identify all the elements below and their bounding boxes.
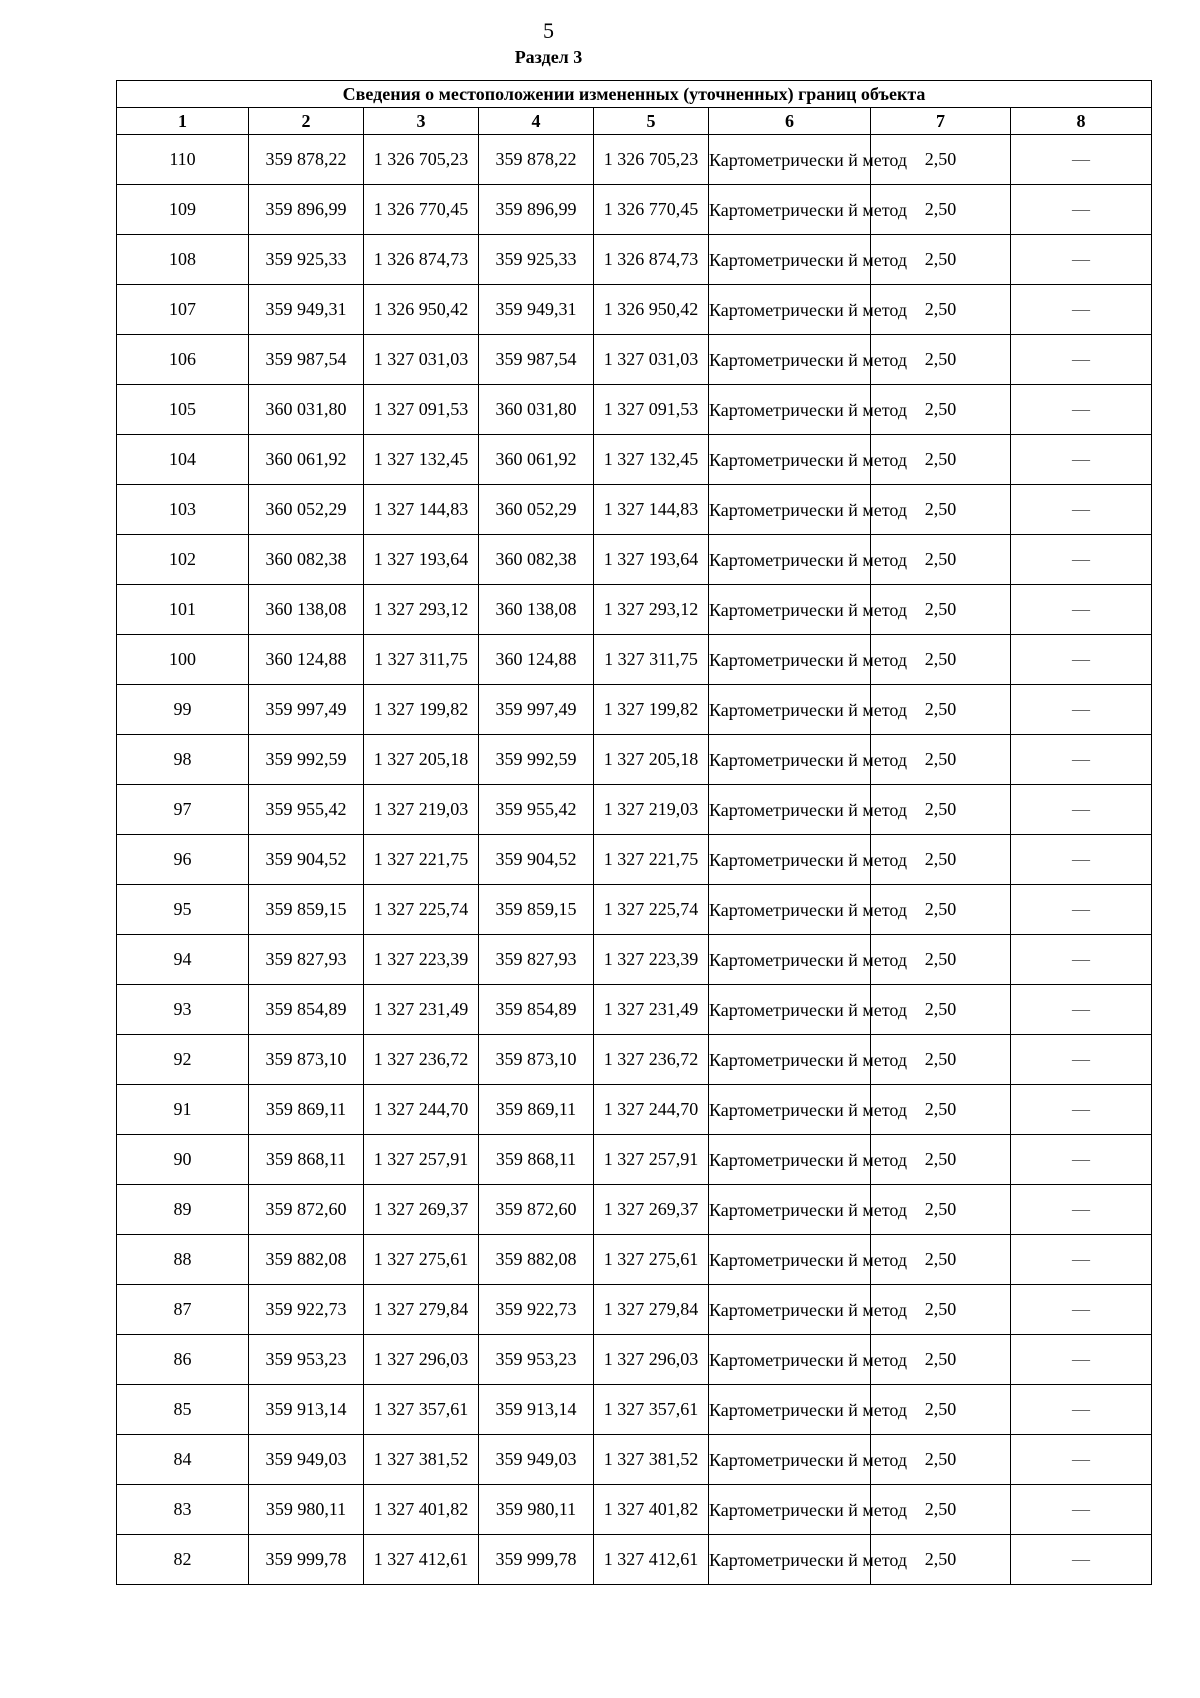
method-cell: Картометрически й метод [709, 1185, 871, 1235]
point-number-cell: 107 [117, 285, 249, 335]
table-row [117, 1535, 1152, 1585]
accuracy-cell: 2,50 [871, 335, 1011, 385]
accuracy-cell: 2,50 [871, 1485, 1011, 1535]
point-number-cell: 108 [117, 235, 249, 285]
x-existing-cell: 360 052,29 [249, 485, 364, 535]
x-new-cell: 360 052,29 [479, 485, 594, 535]
description-cell: — [1011, 1135, 1152, 1185]
table-row [117, 1385, 1152, 1435]
description-cell: — [1011, 985, 1152, 1035]
point-number-cell: 83 [117, 1485, 249, 1535]
x-existing-cell: 359 904,52 [249, 835, 364, 885]
y-existing-cell: 1 327 236,72 [364, 1035, 479, 1085]
y-existing-cell: 1 327 031,03 [364, 335, 479, 385]
table-row [117, 635, 1152, 685]
y-new-cell: 1 327 193,64 [594, 535, 709, 585]
table-row [117, 185, 1152, 235]
table-row [117, 1185, 1152, 1235]
x-new-cell: 359 955,42 [479, 785, 594, 835]
x-new-cell: 359 827,93 [479, 935, 594, 985]
point-number-cell: 105 [117, 385, 249, 435]
x-existing-cell: 359 955,42 [249, 785, 364, 835]
accuracy-cell: 2,50 [871, 535, 1011, 585]
x-existing-cell: 359 882,08 [249, 1235, 364, 1285]
column-header-5: 5 [594, 108, 709, 135]
method-cell: Картометрически й метод [709, 685, 871, 735]
x-existing-cell: 359 980,11 [249, 1485, 364, 1535]
y-existing-cell: 1 327 275,61 [364, 1235, 479, 1285]
column-header-8: 8 [1011, 108, 1152, 135]
x-new-cell: 359 922,73 [479, 1285, 594, 1335]
point-number-cell: 88 [117, 1235, 249, 1285]
table-row [117, 535, 1152, 585]
x-new-cell: 359 925,33 [479, 235, 594, 285]
method-cell: Картометрически й метод [709, 835, 871, 885]
accuracy-cell: 2,50 [871, 635, 1011, 685]
point-number-cell: 99 [117, 685, 249, 735]
description-cell: — [1011, 285, 1152, 335]
table-row [117, 785, 1152, 835]
method-cell: Картометрически й метод [709, 435, 871, 485]
description-cell: — [1011, 935, 1152, 985]
column-header-2: 2 [249, 108, 364, 135]
y-existing-cell: 1 327 221,75 [364, 835, 479, 885]
table-row [117, 935, 1152, 985]
accuracy-cell: 2,50 [871, 785, 1011, 835]
y-existing-cell: 1 327 269,37 [364, 1185, 479, 1235]
x-existing-cell: 359 872,60 [249, 1185, 364, 1235]
y-new-cell: 1 327 257,91 [594, 1135, 709, 1185]
table-row [117, 385, 1152, 435]
y-new-cell: 1 327 412,61 [594, 1535, 709, 1585]
accuracy-cell: 2,50 [871, 735, 1011, 785]
x-existing-cell: 359 953,23 [249, 1335, 364, 1385]
y-existing-cell: 1 327 311,75 [364, 635, 479, 685]
y-new-cell: 1 327 296,03 [594, 1335, 709, 1385]
y-existing-cell: 1 326 705,23 [364, 135, 479, 185]
method-cell: Картометрически й метод [709, 1435, 871, 1485]
x-new-cell: 359 953,23 [479, 1335, 594, 1385]
x-new-cell: 359 859,15 [479, 885, 594, 935]
y-new-cell: 1 327 132,45 [594, 435, 709, 485]
description-cell: — [1011, 385, 1152, 435]
method-cell: Картометрически й метод [709, 135, 871, 185]
x-existing-cell: 359 999,78 [249, 1535, 364, 1585]
x-existing-cell: 359 992,59 [249, 735, 364, 785]
point-number-cell: 97 [117, 785, 249, 835]
description-cell: — [1011, 435, 1152, 485]
accuracy-cell: 2,50 [871, 1035, 1011, 1085]
accuracy-cell: 2,50 [871, 835, 1011, 885]
x-new-cell: 359 896,99 [479, 185, 594, 235]
boundary-coordinates-table [116, 80, 1152, 1585]
description-cell: — [1011, 1435, 1152, 1485]
y-existing-cell: 1 327 412,61 [364, 1535, 479, 1585]
y-existing-cell: 1 327 091,53 [364, 385, 479, 435]
description-cell: — [1011, 1035, 1152, 1085]
description-cell: — [1011, 335, 1152, 385]
description-cell: — [1011, 1085, 1152, 1135]
x-existing-cell: 359 925,33 [249, 235, 364, 285]
accuracy-cell: 2,50 [871, 585, 1011, 635]
point-number-cell: 86 [117, 1335, 249, 1385]
accuracy-cell: 2,50 [871, 1385, 1011, 1435]
point-number-cell: 101 [117, 585, 249, 635]
point-number-cell: 106 [117, 335, 249, 385]
x-new-cell: 359 992,59 [479, 735, 594, 785]
method-cell: Картометрически й метод [709, 185, 871, 235]
description-cell: — [1011, 1485, 1152, 1535]
y-existing-cell: 1 327 205,18 [364, 735, 479, 785]
table-row [117, 1285, 1152, 1335]
table-row [117, 585, 1152, 635]
y-existing-cell: 1 327 144,83 [364, 485, 479, 535]
x-existing-cell: 359 873,10 [249, 1035, 364, 1085]
table-row [117, 435, 1152, 485]
y-new-cell: 1 327 311,75 [594, 635, 709, 685]
x-new-cell: 359 913,14 [479, 1385, 594, 1435]
y-new-cell: 1 327 401,82 [594, 1485, 709, 1535]
method-cell: Картометрически й метод [709, 785, 871, 835]
description-cell: — [1011, 785, 1152, 835]
point-number-cell: 103 [117, 485, 249, 535]
y-existing-cell: 1 327 357,61 [364, 1385, 479, 1435]
x-existing-cell: 360 138,08 [249, 585, 364, 635]
x-new-cell: 359 904,52 [479, 835, 594, 885]
point-number-cell: 90 [117, 1135, 249, 1185]
point-number-cell: 95 [117, 885, 249, 935]
y-existing-cell: 1 327 223,39 [364, 935, 479, 985]
point-number-cell: 100 [117, 635, 249, 685]
x-new-cell: 359 997,49 [479, 685, 594, 735]
method-cell: Картометрически й метод [709, 1235, 871, 1285]
table-row [117, 985, 1152, 1035]
column-header-4: 4 [479, 108, 594, 135]
table-row [117, 685, 1152, 735]
accuracy-cell: 2,50 [871, 935, 1011, 985]
x-existing-cell: 360 082,38 [249, 535, 364, 585]
y-existing-cell: 1 327 199,82 [364, 685, 479, 735]
x-new-cell: 359 873,10 [479, 1035, 594, 1085]
method-cell: Картометрически й метод [709, 885, 871, 935]
method-cell: Картометрически й метод [709, 485, 871, 535]
y-new-cell: 1 327 031,03 [594, 335, 709, 385]
x-new-cell: 360 082,38 [479, 535, 594, 585]
description-cell: — [1011, 1535, 1152, 1585]
method-cell: Картометрически й метод [709, 235, 871, 285]
description-cell: — [1011, 585, 1152, 635]
table-row [117, 835, 1152, 885]
y-existing-cell: 1 327 296,03 [364, 1335, 479, 1385]
description-cell: — [1011, 1235, 1152, 1285]
point-number-cell: 94 [117, 935, 249, 985]
accuracy-cell: 2,50 [871, 485, 1011, 535]
description-cell: — [1011, 485, 1152, 535]
column-header-1: 1 [117, 108, 249, 135]
table-row [117, 1135, 1152, 1185]
method-cell: Картометрически й метод [709, 1535, 871, 1585]
table-row [117, 885, 1152, 935]
y-new-cell: 1 327 221,75 [594, 835, 709, 885]
accuracy-cell: 2,50 [871, 185, 1011, 235]
y-new-cell: 1 327 231,49 [594, 985, 709, 1035]
x-new-cell: 359 999,78 [479, 1535, 594, 1585]
x-existing-cell: 359 913,14 [249, 1385, 364, 1435]
table-row [117, 335, 1152, 385]
x-existing-cell: 359 949,31 [249, 285, 364, 335]
y-existing-cell: 1 327 279,84 [364, 1285, 479, 1335]
page-number: 5 [543, 18, 554, 43]
y-existing-cell: 1 327 132,45 [364, 435, 479, 485]
y-new-cell: 1 327 223,39 [594, 935, 709, 985]
point-number-cell: 98 [117, 735, 249, 785]
method-cell: Картометрически й метод [709, 1135, 871, 1185]
x-new-cell: 360 061,92 [479, 435, 594, 485]
x-new-cell: 359 868,11 [479, 1135, 594, 1185]
x-new-cell: 359 949,03 [479, 1435, 594, 1485]
x-new-cell: 359 872,60 [479, 1185, 594, 1235]
point-number-cell: 84 [117, 1435, 249, 1485]
x-existing-cell: 359 922,73 [249, 1285, 364, 1335]
x-new-cell: 360 124,88 [479, 635, 594, 685]
accuracy-cell: 2,50 [871, 235, 1011, 285]
accuracy-cell: 2,50 [871, 885, 1011, 935]
y-existing-cell: 1 326 770,45 [364, 185, 479, 235]
method-cell: Картометрически й метод [709, 985, 871, 1035]
accuracy-cell: 2,50 [871, 135, 1011, 185]
x-existing-cell: 360 124,88 [249, 635, 364, 685]
y-new-cell: 1 326 950,42 [594, 285, 709, 335]
y-existing-cell: 1 326 874,73 [364, 235, 479, 285]
point-number-cell: 93 [117, 985, 249, 1035]
description-cell: — [1011, 135, 1152, 185]
y-new-cell: 1 327 244,70 [594, 1085, 709, 1135]
method-cell: Картометрически й метод [709, 1085, 871, 1135]
description-cell: — [1011, 235, 1152, 285]
method-cell: Картометрически й метод [709, 285, 871, 335]
description-cell: — [1011, 685, 1152, 735]
point-number-cell: 92 [117, 1035, 249, 1085]
y-new-cell: 1 327 381,52 [594, 1435, 709, 1485]
method-cell: Картометрически й метод [709, 735, 871, 785]
method-cell: Картометрически й метод [709, 535, 871, 585]
x-existing-cell: 359 869,11 [249, 1085, 364, 1135]
method-cell: Картометрически й метод [709, 335, 871, 385]
x-existing-cell: 359 878,22 [249, 135, 364, 185]
point-number-cell: 91 [117, 1085, 249, 1135]
accuracy-cell: 2,50 [871, 685, 1011, 735]
accuracy-cell: 2,50 [871, 1235, 1011, 1285]
y-existing-cell: 1 327 231,49 [364, 985, 479, 1035]
x-existing-cell: 359 868,11 [249, 1135, 364, 1185]
x-existing-cell: 360 031,80 [249, 385, 364, 435]
y-new-cell: 1 327 236,72 [594, 1035, 709, 1085]
point-number-cell: 104 [117, 435, 249, 485]
x-new-cell: 360 138,08 [479, 585, 594, 635]
accuracy-cell: 2,50 [871, 435, 1011, 485]
method-cell: Картометрически й метод [709, 1285, 871, 1335]
x-existing-cell: 359 949,03 [249, 1435, 364, 1485]
accuracy-cell: 2,50 [871, 285, 1011, 335]
table-row [117, 1435, 1152, 1485]
y-new-cell: 1 327 199,82 [594, 685, 709, 735]
table-row [117, 1335, 1152, 1385]
table-row [117, 135, 1152, 185]
description-cell: — [1011, 1385, 1152, 1435]
description-cell: — [1011, 1335, 1152, 1385]
point-number-cell: 96 [117, 835, 249, 885]
point-number-cell: 82 [117, 1535, 249, 1585]
accuracy-cell: 2,50 [871, 1185, 1011, 1235]
accuracy-cell: 2,50 [871, 1085, 1011, 1135]
x-existing-cell: 359 854,89 [249, 985, 364, 1035]
y-new-cell: 1 327 144,83 [594, 485, 709, 535]
table-row [117, 1235, 1152, 1285]
y-existing-cell: 1 326 950,42 [364, 285, 479, 335]
description-cell: — [1011, 635, 1152, 685]
y-existing-cell: 1 327 401,82 [364, 1485, 479, 1535]
description-cell: — [1011, 735, 1152, 785]
x-existing-cell: 359 859,15 [249, 885, 364, 935]
x-new-cell: 360 031,80 [479, 385, 594, 435]
point-number-cell: 102 [117, 535, 249, 585]
x-new-cell: 359 878,22 [479, 135, 594, 185]
method-cell: Картометрически й метод [709, 935, 871, 985]
description-cell: — [1011, 185, 1152, 235]
accuracy-cell: 2,50 [871, 1435, 1011, 1485]
table-row [117, 485, 1152, 535]
y-new-cell: 1 327 357,61 [594, 1385, 709, 1435]
y-new-cell: 1 326 770,45 [594, 185, 709, 235]
table-body [117, 135, 1152, 1585]
y-existing-cell: 1 327 257,91 [364, 1135, 479, 1185]
y-new-cell: 1 327 269,37 [594, 1185, 709, 1235]
y-new-cell: 1 326 874,73 [594, 235, 709, 285]
point-number-cell: 85 [117, 1385, 249, 1435]
table-row [117, 285, 1152, 335]
y-new-cell: 1 327 219,03 [594, 785, 709, 835]
description-cell: — [1011, 1185, 1152, 1235]
x-existing-cell: 359 827,93 [249, 935, 364, 985]
table-title: Сведения о местоположении измененных (уточненных) границ объекта [117, 81, 1152, 108]
table-row [117, 1035, 1152, 1085]
column-header-row [117, 108, 1152, 135]
x-new-cell: 359 980,11 [479, 1485, 594, 1535]
x-new-cell: 359 987,54 [479, 335, 594, 385]
method-cell: Картометрически й метод [709, 1385, 871, 1435]
y-existing-cell: 1 327 293,12 [364, 585, 479, 635]
x-existing-cell: 359 997,49 [249, 685, 364, 735]
table-row [117, 1085, 1152, 1135]
x-new-cell: 359 949,31 [479, 285, 594, 335]
table-row [117, 235, 1152, 285]
accuracy-cell: 2,50 [871, 1135, 1011, 1185]
accuracy-cell: 2,50 [871, 1535, 1011, 1585]
description-cell: — [1011, 1285, 1152, 1335]
y-new-cell: 1 327 275,61 [594, 1235, 709, 1285]
point-number-cell: 87 [117, 1285, 249, 1335]
table-row [117, 1485, 1152, 1535]
method-cell: Картометрически й метод [709, 1485, 871, 1535]
x-existing-cell: 359 987,54 [249, 335, 364, 385]
description-cell: — [1011, 835, 1152, 885]
x-new-cell: 359 869,11 [479, 1085, 594, 1135]
y-existing-cell: 1 327 225,74 [364, 885, 479, 935]
section-title: Раздел 3 [514, 47, 583, 67]
y-new-cell: 1 327 279,84 [594, 1285, 709, 1335]
method-cell: Картометрически й метод [709, 1335, 871, 1385]
point-number-cell: 89 [117, 1185, 249, 1235]
y-new-cell: 1 326 705,23 [594, 135, 709, 185]
table-row [117, 735, 1152, 785]
y-new-cell: 1 327 091,53 [594, 385, 709, 435]
description-cell: — [1011, 535, 1152, 585]
method-cell: Картометрически й метод [709, 1035, 871, 1085]
point-number-cell: 110 [117, 135, 249, 185]
column-header-3: 3 [364, 108, 479, 135]
y-new-cell: 1 327 293,12 [594, 585, 709, 635]
method-cell: Картометрически й метод [709, 635, 871, 685]
column-header-7: 7 [871, 108, 1011, 135]
y-new-cell: 1 327 205,18 [594, 735, 709, 785]
x-new-cell: 359 882,08 [479, 1235, 594, 1285]
y-new-cell: 1 327 225,74 [594, 885, 709, 935]
y-existing-cell: 1 327 381,52 [364, 1435, 479, 1485]
x-existing-cell: 359 896,99 [249, 185, 364, 235]
description-cell: — [1011, 885, 1152, 935]
accuracy-cell: 2,50 [871, 1285, 1011, 1335]
column-header-6: 6 [709, 108, 871, 135]
x-existing-cell: 360 061,92 [249, 435, 364, 485]
y-existing-cell: 1 327 244,70 [364, 1085, 479, 1135]
method-cell: Картометрически й метод [709, 585, 871, 635]
point-number-cell: 109 [117, 185, 249, 235]
y-existing-cell: 1 327 219,03 [364, 785, 479, 835]
accuracy-cell: 2,50 [871, 1335, 1011, 1385]
accuracy-cell: 2,50 [871, 385, 1011, 435]
y-existing-cell: 1 327 193,64 [364, 535, 479, 585]
accuracy-cell: 2,50 [871, 985, 1011, 1035]
x-new-cell: 359 854,89 [479, 985, 594, 1035]
method-cell: Картометрически й метод [709, 385, 871, 435]
